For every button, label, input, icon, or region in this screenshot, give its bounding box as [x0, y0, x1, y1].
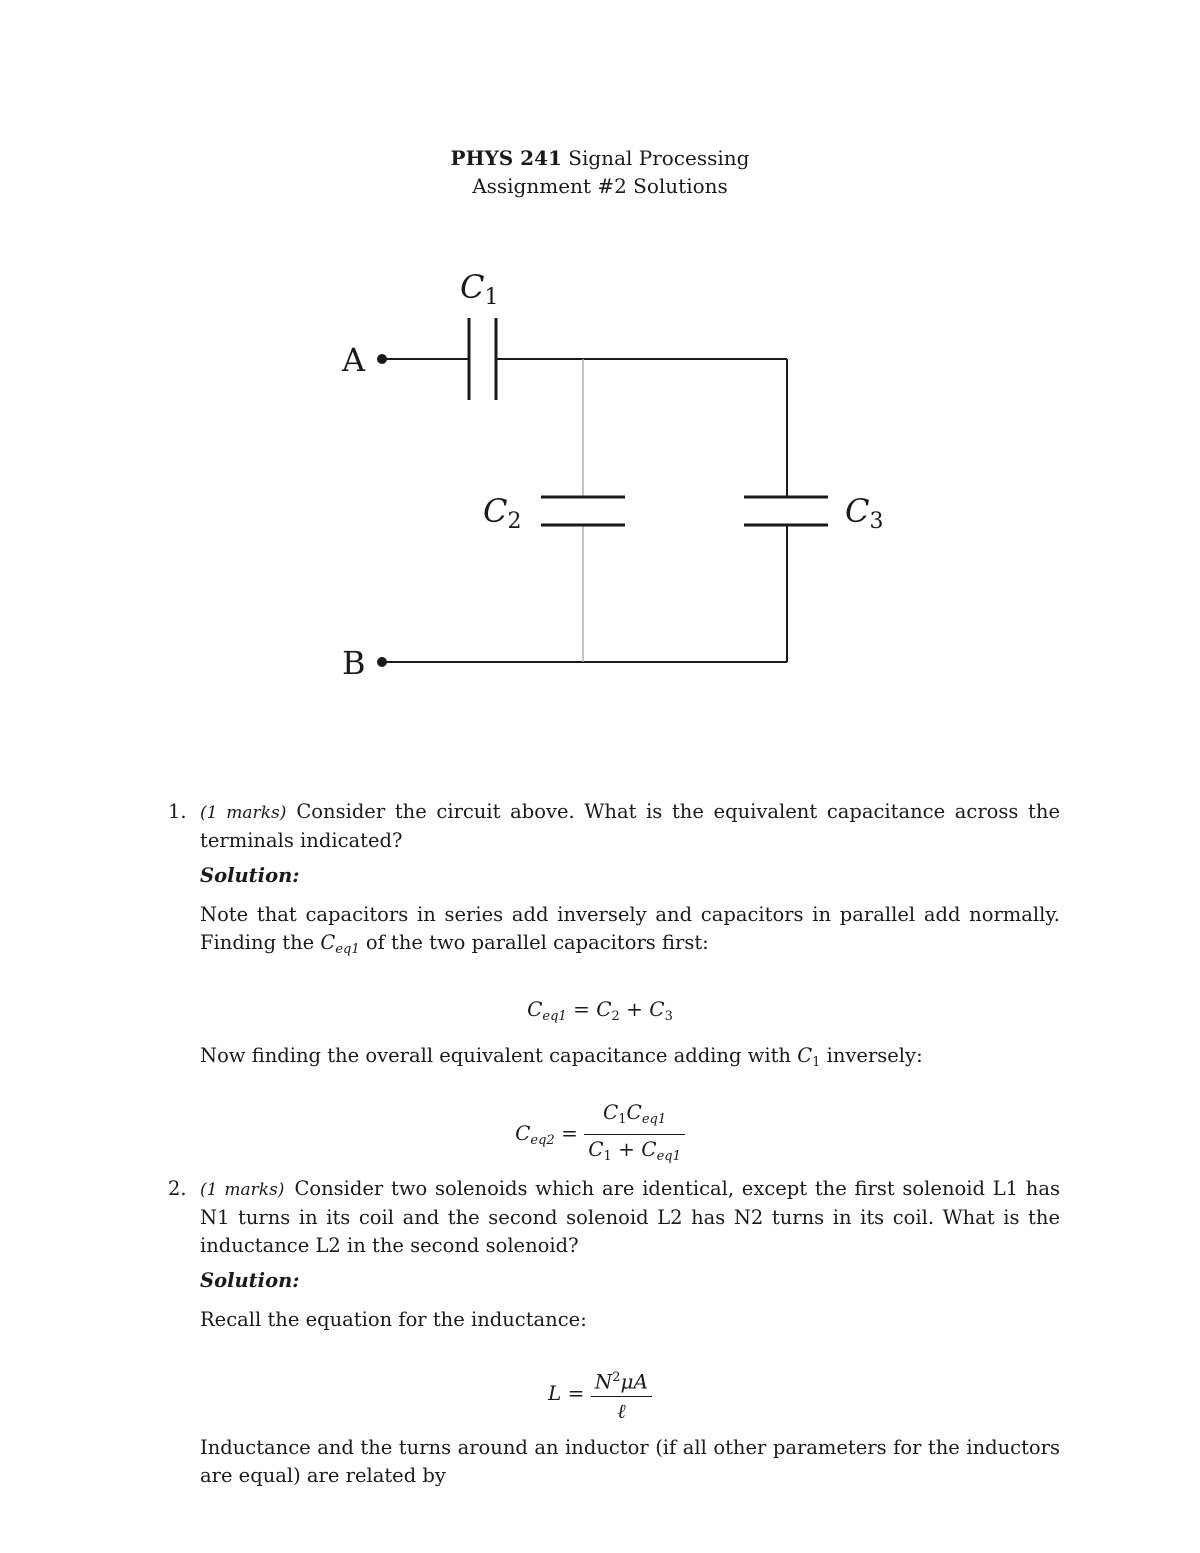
terminal-b-dot [377, 657, 387, 667]
page-header [0, 144, 1200, 200]
course-code: PHYS 241 [450, 146, 562, 170]
c2-label: C2 [483, 492, 522, 534]
course-title: Signal Processing [568, 146, 750, 170]
c1-label: C1 [460, 268, 499, 310]
question-body: Consider two solenoids which are identical, except the first solenoid L1 has N1 turns in its coil and the second solenoid L2 has N2 turns in its coil. What is the inductance L2 in the second solenoid? [200, 1177, 1060, 1257]
solution-paragraph: Recall the equation for the inductance: [200, 1308, 587, 1331]
solution-paragraph: Now finding the overall equivalent capacitance adding with $C_1$ inversely: [200, 1044, 923, 1070]
terminal-a-dot [377, 354, 387, 364]
assignment-subtitle: Assignment #2 Solutions [472, 174, 728, 198]
equation-ceq1: $C_{eq1} = C_2 + C_3$ [527, 997, 673, 1024]
question-number: 1. [168, 800, 187, 823]
question-text [200, 798, 1060, 855]
marks-label: (1 marks) [200, 803, 287, 823]
equation-inductance: L = $\frac{N^2\mu A}{\text{ℓ}}$ [0, 1364, 1200, 1425]
fraction: $\frac{N^2\mu A}{\text{ℓ}}$ [591, 1364, 652, 1425]
question-text [200, 1175, 1060, 1260]
solution-label: Solution: [200, 1269, 300, 1292]
marks-label: (1 marks) [200, 1180, 285, 1200]
terminal-a-label: A [342, 341, 366, 379]
title-line [0, 144, 1200, 172]
question-body: Consider the circuit above. What is the equivalent capacitance across the terminals indicated? [200, 800, 1060, 852]
terminal-b-label: B [342, 644, 366, 682]
equation-ceq2: $C_{eq2}$ = $\frac{C_1C_{eq1}}{C_1 + C_{eq1}}$ [0, 1098, 1200, 1171]
solution-paragraph: Inductance and the turns around an inductor (if all other parameters for the inductors are equal) are related by [200, 1436, 1060, 1487]
fraction: $\frac{C_1C_{eq1}}{C_1 + C_{eq1}}$ [584, 1098, 685, 1171]
circuit-diagram [320, 260, 920, 700]
solution-paragraph: Note that capacitors in series add inversely and capacitors in parallel add normally. Finding the $C_{eq1}$ of the two parallel capacitors first: [200, 903, 1060, 957]
solution-label: Solution: [200, 864, 300, 887]
c3-label: C3 [845, 492, 884, 534]
question-number: 2. [168, 1177, 187, 1200]
